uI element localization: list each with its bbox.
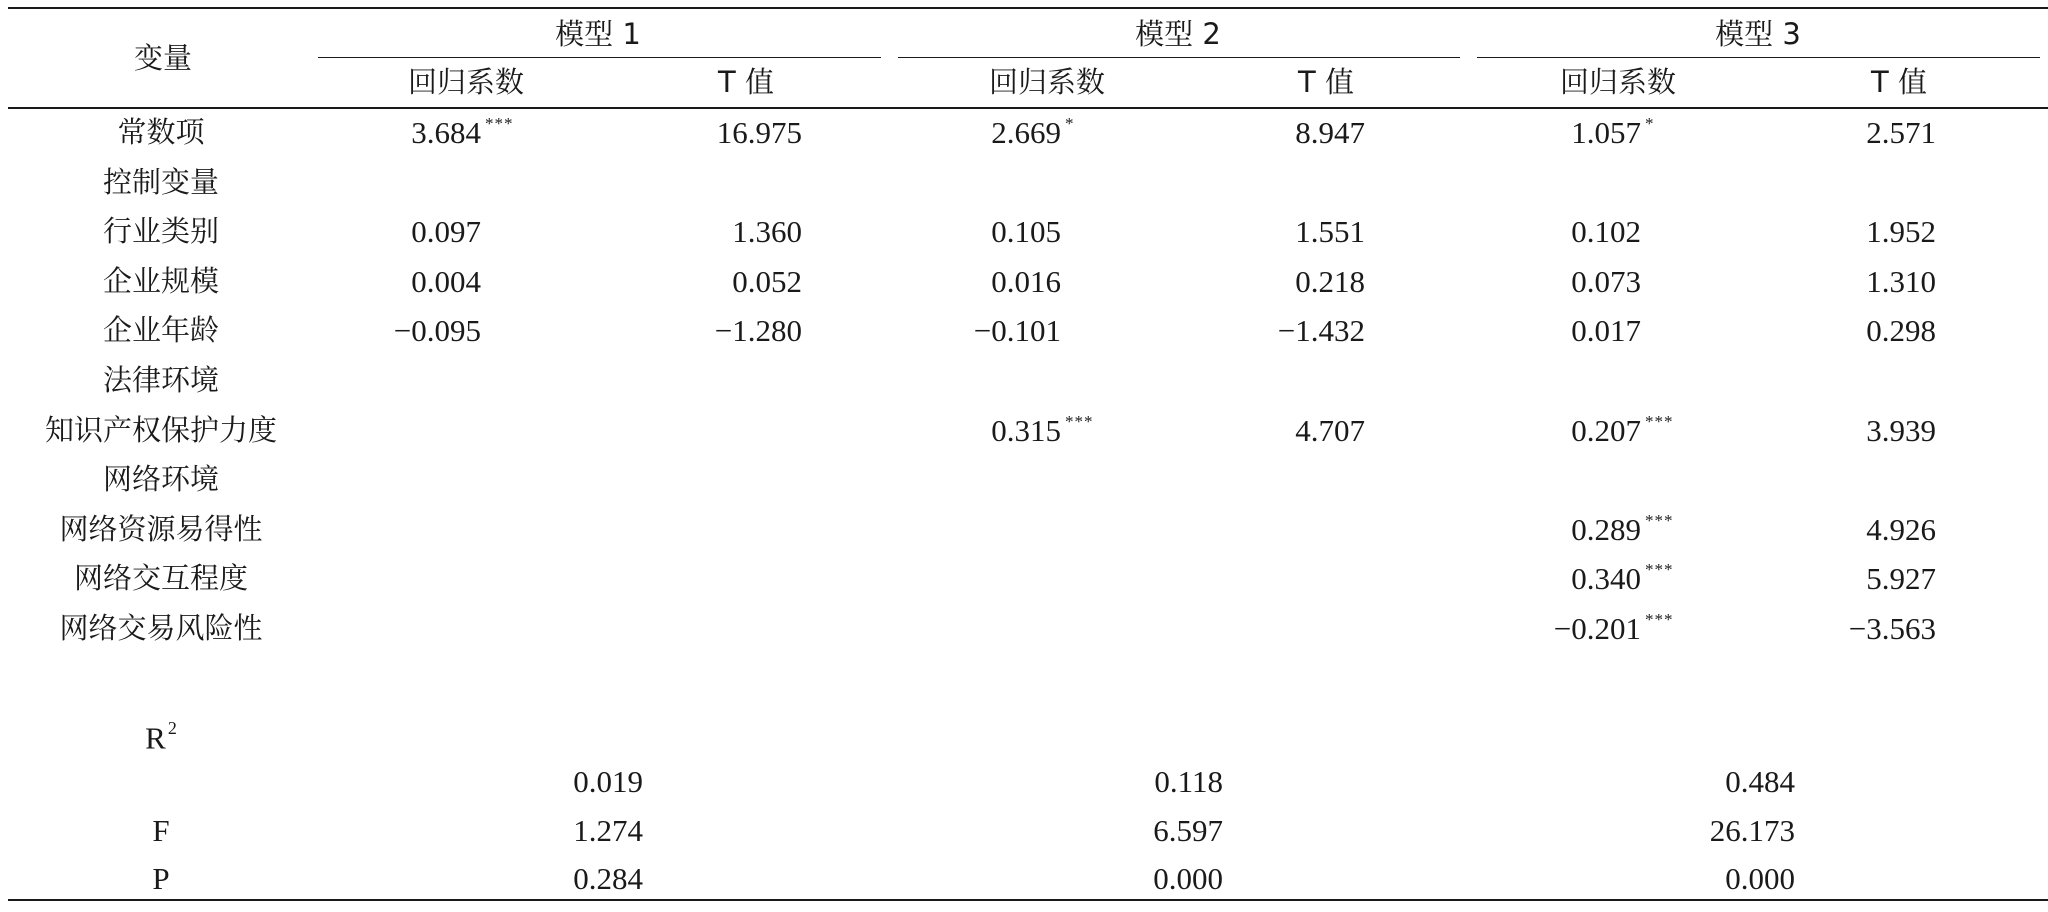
model2-t-value: 0.218 [1295,264,1365,299]
model3-coef-header: 回归系数 [1559,65,1677,99]
row-label: 网络资源易得性 [59,512,263,546]
r2-value-model2: 0.118 [1154,764,1223,799]
model2-coefficient-value: 2.669 [991,115,1061,150]
model1-coefficient [411,216,481,247]
p-label: P [152,861,170,896]
model3-coefficient-value: 0.340 [1571,561,1641,596]
model1-coef-header: 回归系数 [407,65,525,99]
f-value-model3: 26.173 [1709,813,1795,848]
model3-coefficient-value: 0.207 [1571,413,1641,448]
variable-header: 变量 [133,41,193,75]
model1-coefficient [411,266,481,297]
model2-coefficient [991,412,1094,448]
row-label: 行业类别 [102,214,220,248]
model3-header: 模型 3 [1715,17,1801,51]
model3-coefficient [1571,511,1674,547]
row-label: 法律环境 [102,363,220,397]
f-value-model2: 6.597 [1153,813,1223,848]
model3-t-header: T 值 [1871,65,1927,99]
model1-coefficient [411,114,514,150]
model2-coef-header: 回归系数 [988,65,1106,99]
model2-coefficient-value: 0.315 [991,413,1061,448]
p-value-model1: 0.284 [573,861,643,896]
bottom-rule [8,899,2048,901]
header-rule [8,107,2048,109]
row-label: 企业年龄 [102,313,220,347]
model3-underline [1477,57,2040,58]
model3-coefficient [1571,114,1655,150]
model3-t-value: 1.952 [1866,214,1936,249]
model3-coefficient [1571,412,1674,448]
model1-coefficient-value: −0.095 [393,313,481,348]
p-value-model2: 0.000 [1153,861,1223,896]
model2-t-value: −1.432 [1277,313,1365,348]
model3-t-value: −3.563 [1848,611,1936,646]
r2-label: R $^2$ [145,718,177,756]
model3-t-value: 5.927 [1866,561,1936,596]
model3-significance-stars: *** [1645,560,1674,579]
model1-coefficient-value: 0.097 [411,214,481,249]
model2-t-value: 4.707 [1295,413,1365,448]
row-label: 常数项 [117,115,205,149]
model3-coefficient-value: 0.073 [1571,264,1641,299]
model1-header: 模型 1 [555,17,641,51]
model3-coefficient-value: 0.289 [1571,512,1641,547]
row-label: 知识产权保护力度 [44,413,278,447]
model3-t-value: 0.298 [1866,313,1936,348]
model2-underline [898,57,1460,58]
row-label: 控制变量 [102,165,220,199]
model3-significance-stars: *** [1645,610,1674,629]
model2-significance-stars: *** [1065,412,1094,431]
model1-t-value: 1.360 [732,214,802,249]
row-label: 网络交易风险性 [59,611,263,645]
model3-coefficient-value: −0.201 [1553,611,1641,646]
model1-t-value: 16.975 [716,115,802,150]
model2-coefficient [991,266,1061,297]
model3-significance-stars: * [1645,114,1655,133]
model2-coefficient-value: 0.016 [991,264,1061,299]
model2-t-value: 1.551 [1295,214,1365,249]
model2-coefficient-value: 0.105 [991,214,1061,249]
model1-coefficient-value: 0.004 [411,264,481,299]
model3-significance-stars: *** [1645,511,1674,530]
model3-coefficient [1571,315,1641,346]
model1-significance-stars: *** [485,114,514,133]
r2-value-model3: 0.484 [1725,764,1795,799]
model2-significance-stars: * [1065,114,1075,133]
r2-value-model1: 0.019 [573,764,643,799]
f-value-model1: 1.274 [573,813,643,848]
model1-t-header: T 值 [718,65,774,99]
model3-coefficient-value: 0.017 [1571,313,1641,348]
model2-coefficient [974,315,1061,346]
model1-t-value: 0.052 [732,264,802,299]
model3-coefficient-value: 1.057 [1571,115,1641,150]
model3-t-value: 3.939 [1866,413,1936,448]
model3-t-value: 2.571 [1866,115,1936,150]
model2-t-value: 8.947 [1295,115,1365,150]
top-rule [8,7,2048,9]
model3-coefficient-value: 0.102 [1571,214,1641,249]
model3-coefficient [1571,560,1674,596]
model3-coefficient [1571,266,1641,297]
model2-coefficient [991,216,1061,247]
model3-coefficient [1553,610,1674,646]
model2-coefficient-value: −0.101 [973,313,1061,348]
model2-t-header: T 值 [1298,65,1354,99]
model1-t-value: −1.280 [714,313,802,348]
row-label: 网络交互程度 [73,561,249,595]
model3-coefficient [1571,216,1641,247]
model1-underline [318,57,881,58]
row-label: 企业规模 [102,264,220,298]
f-label: F [152,813,170,848]
model3-t-value: 1.310 [1866,264,1936,299]
p-value-model3: 0.000 [1725,861,1795,896]
model1-coefficient-value: 3.684 [411,115,481,150]
model3-significance-stars: *** [1645,412,1674,431]
model3-t-value: 4.926 [1866,512,1936,547]
model2-header: 模型 2 [1135,17,1221,51]
model2-coefficient [991,114,1075,150]
row-label: 网络环境 [102,462,220,496]
model1-coefficient [394,315,481,346]
